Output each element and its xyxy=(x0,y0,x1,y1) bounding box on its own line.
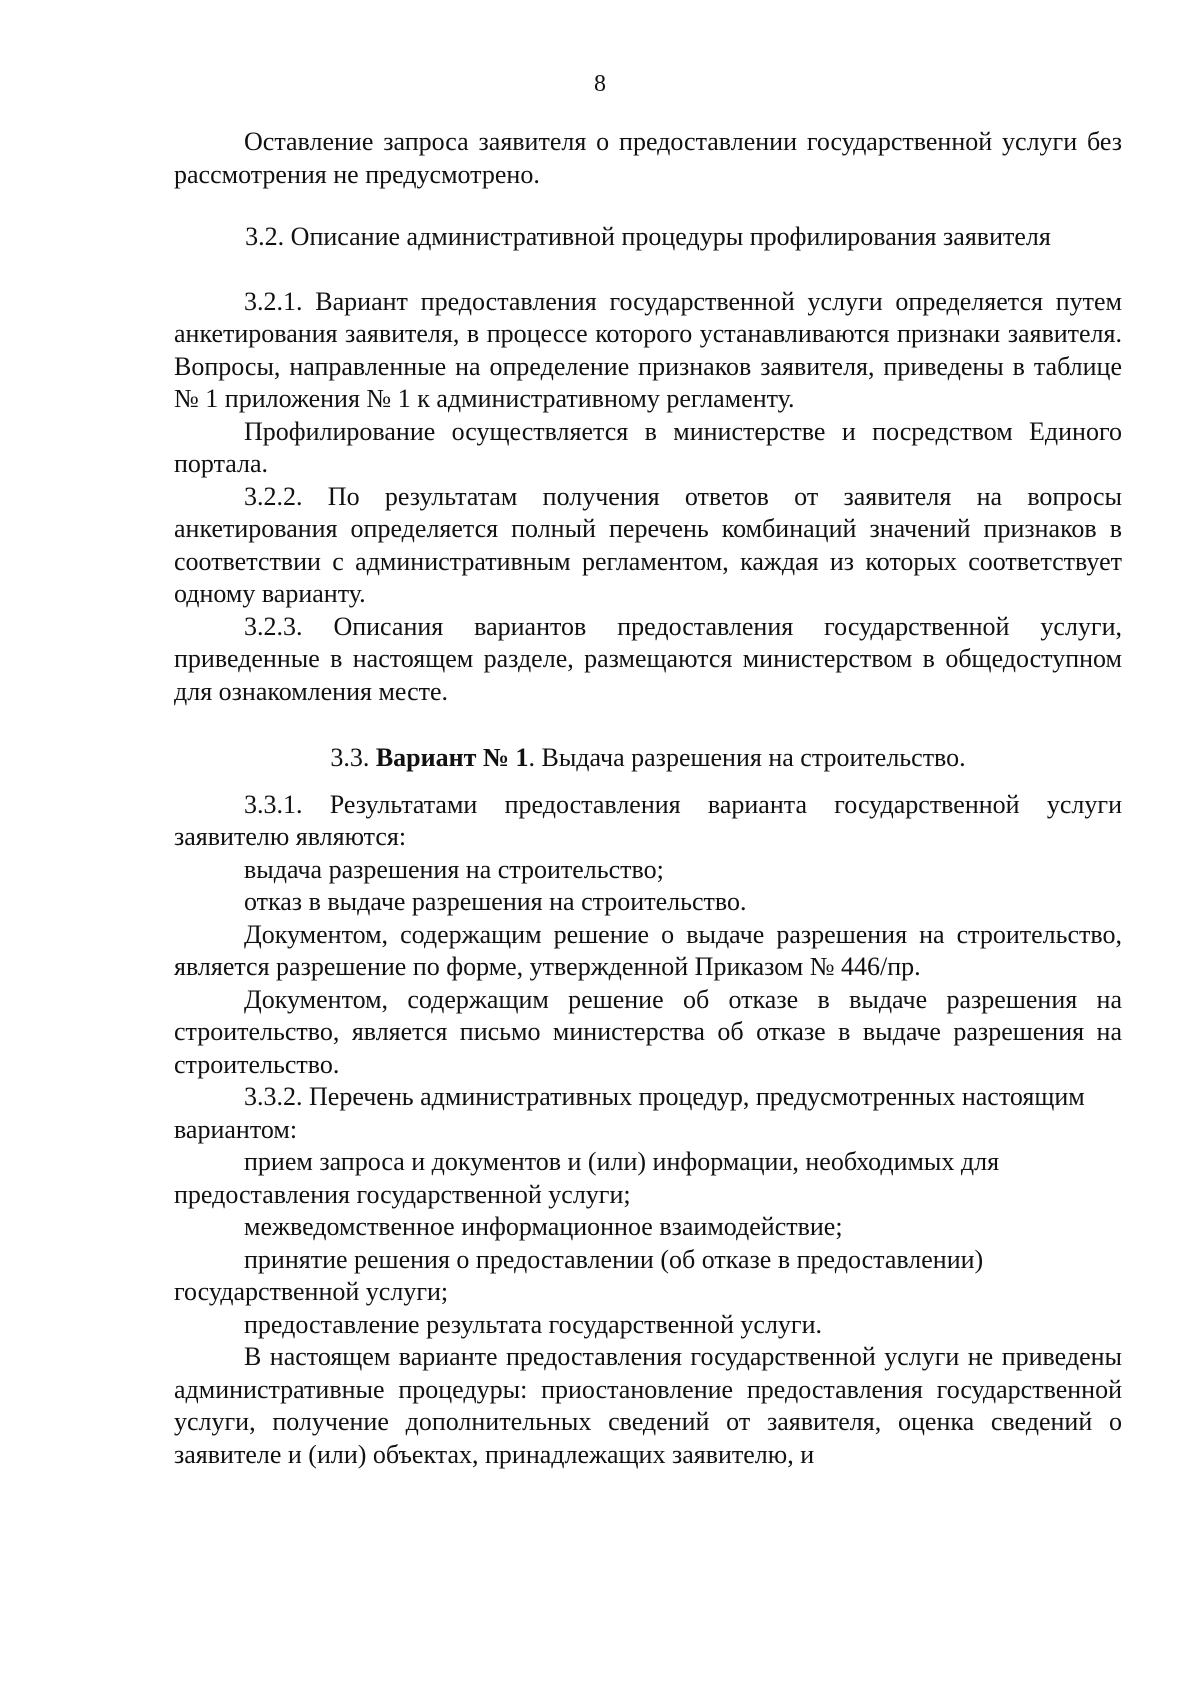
section-3-3-heading xyxy=(174,742,1122,775)
paragraph-3-3-1: 3.3.1. Результатами предоставления варианта государственной услуги заявителю являются: xyxy=(174,789,1122,851)
result-item: отказ в выдаче разрешения на строительство. xyxy=(244,887,747,916)
section-3-3-heading-bold: Вариант № 1 xyxy=(375,743,529,772)
section-3-2-heading: 3.2. Описание административной процедуры профилирования заявителя xyxy=(245,222,1051,251)
page-number: 8 xyxy=(594,71,606,97)
result-item: выдача разрешения на строительство; xyxy=(244,854,664,884)
procedure-item: принятие решения о предоставлении (об отказе в предоставлении) государственной услуги; xyxy=(174,1244,984,1306)
paragraph-document-issue: Документом, содержащим решение о выдаче разрешения на строительство, является разрешение по форме, утвержденной Приказом № 446/пр. xyxy=(174,919,1122,981)
document-body xyxy=(174,126,1122,1471)
paragraph-not-included: В настоящем варианте предоставления государственной услуги не приведены административные процедуры: приостановление предоставления государственной услуги, получение дополнительных сведений от заявителя, оценка сведений о заявителе и (или) объектах, принадлежащих заявителю, и xyxy=(174,1342,1122,1469)
section-3-3-heading-rest: . Выдача разрешения на строительство. xyxy=(528,743,966,772)
paragraph-3-2-1: 3.2.1. Вариант предоставления государственной услуги определяется путем анкетирования заявителя, в процессе которого устанавливаются признаки заявителя. Вопросы, направленные на определение признаков заявителя, приведены в таблице № 1 приложения № 1 к административному регламенту. xyxy=(174,286,1122,413)
paragraph-3-2-2: 3.2.2. По результатам получения ответов от заявителя на вопросы анкетирования определяется полный перечень комбинаций значений признаков в соответствии с административным регламентом, каждая из которых соответствует одному варианту. xyxy=(174,481,1122,608)
paragraph-3-3-2: 3.3.2. Перечень административных процедур, предусмотренных настоящим вариантом: xyxy=(174,1082,1085,1144)
paragraph-profiling: Профилирование осуществляется в министерстве и посредством Единого портала. xyxy=(174,416,1122,478)
paragraph-document-refuse: Документом, содержащим решение об отказе в выдаче разрешения на строительство, является письмо министерства об отказе в выдаче разрешения на строительство. xyxy=(174,984,1122,1079)
section-3-3-heading-prefix: 3.3. xyxy=(330,743,376,772)
procedure-item: межведомственное информационное взаимодействие; xyxy=(244,1212,843,1241)
paragraph-3-2-3: 3.2.3. Описания вариантов предоставления государственной услуги, приведенные в настоящем разделе, размещаются министерством в общедоступном для ознакомления месте. xyxy=(174,611,1122,706)
procedure-item: предоставление результата государственной услуги. xyxy=(244,1309,823,1339)
procedure-item: прием запроса и документов и (или) информации, необходимых для предоставления государственной услуги; xyxy=(174,1147,1000,1209)
intro-paragraph: Оставление запроса заявителя о предоставлении государственной услуги без рассмотрения не предусмотрено. xyxy=(174,127,1122,189)
